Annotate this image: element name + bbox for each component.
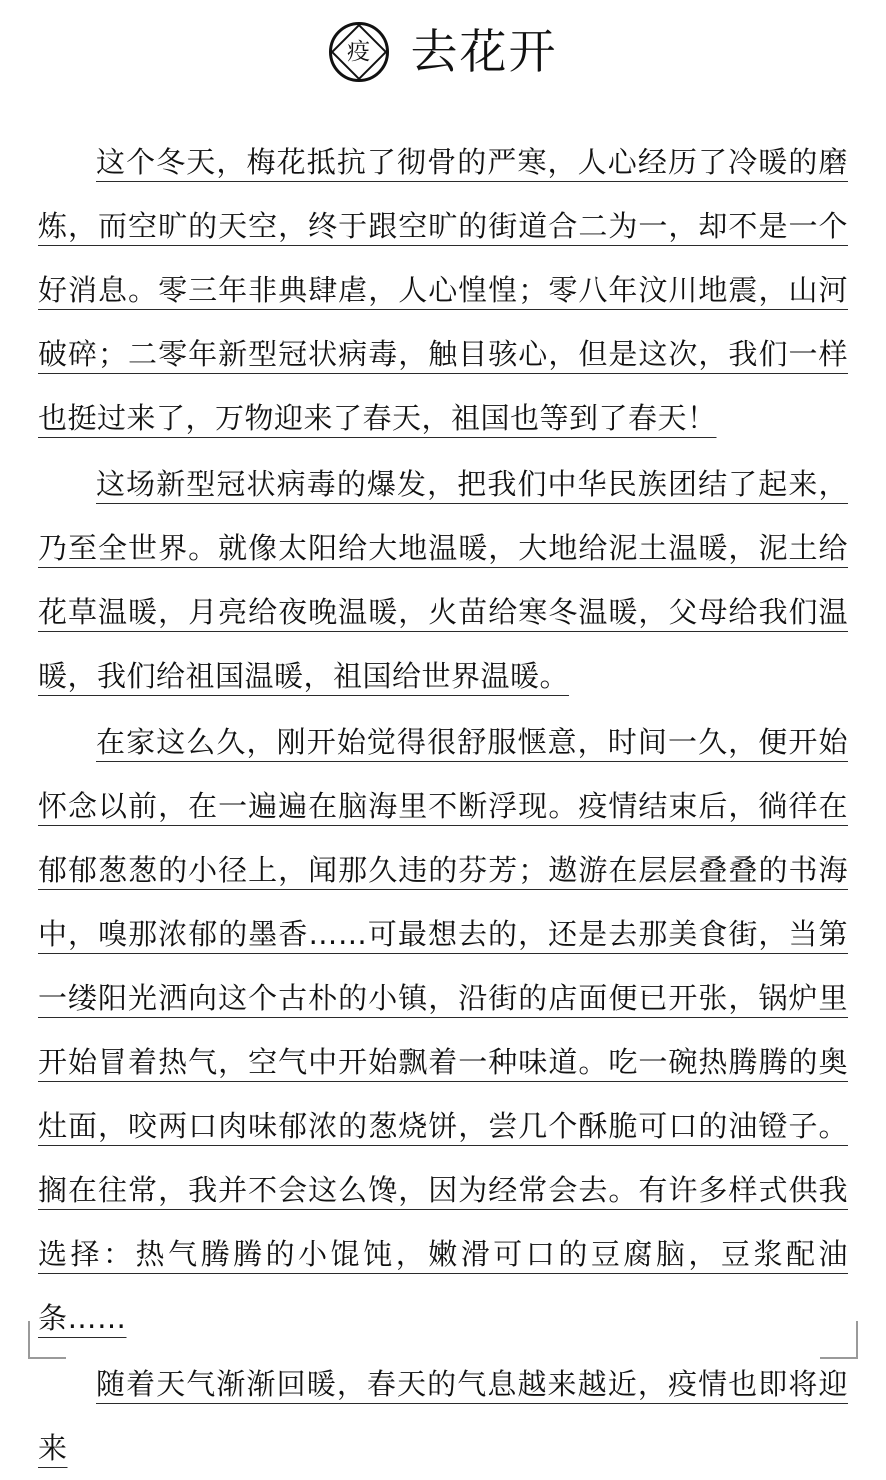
paragraph: 随着天气渐渐回暖，春天的气息越来越近，疫情也即将迎来 bbox=[38, 1367, 848, 1465]
epidemic-seal-icon bbox=[329, 22, 389, 82]
document-header bbox=[0, 0, 886, 86]
paragraph: 这个冬天，梅花抵抗了彻骨的严寒，人心经历了冷暖的磨炼，而空旷的天空，终于跟空旷的街道合二为一，却不是一个好消息。零三年非典肆虐，人心惶惶；零八年汶川地震，山河破碎；二零年新型冠状病毒，触目骇心，但是这次，我们一样也挺过来了，万物迎来了春天，祖国也等到了春天！ bbox=[38, 145, 848, 435]
page-corner-mark-left bbox=[28, 1321, 66, 1359]
page-title: 去花开 bbox=[410, 24, 558, 80]
logo-glyph: 疫 bbox=[347, 38, 370, 65]
paragraph: 在家这么久，刚开始觉得很舒服惬意，时间一久，便开始怀念以前，在一遍遍在脑海里不断浮现。疫情结束后，徜徉在郁郁葱葱的小径上，闻那久违的芬芳；遨游在层层叠叠的书海中，嗅那浓郁的墨香……可最想去的，还是去那美食街，当第一缕阳光洒向这个古朴的小镇，沿街的店面便已开张，锅炉里开始冒着热气，空气中开始飘着一种味道。吃一碗热腾腾的奥灶面，咬两口肉味郁浓的葱烧饼，尝几个酥脆可口的油镫子。搁在往常，我并不会这么馋，因为经常会去。有许多样式供我选择：热气腾腾的小馄饨，嫩滑可口的豆腐脑，豆浆配油条…… bbox=[38, 725, 848, 1335]
document-body bbox=[0, 86, 886, 1480]
paragraph: 这场新型冠状病毒的爆发，把我们中华民族团结了起来，乃至全世界。就像太阳给大地温暖，大地给泥土温暖，泥土给花草温暖，月亮给夜晚温暖，火苗给寒冬温暖，父母给我们温暖，我们给祖国温暖，祖国给世界温暖。 bbox=[38, 467, 848, 693]
page-corner-mark-right bbox=[820, 1321, 858, 1359]
